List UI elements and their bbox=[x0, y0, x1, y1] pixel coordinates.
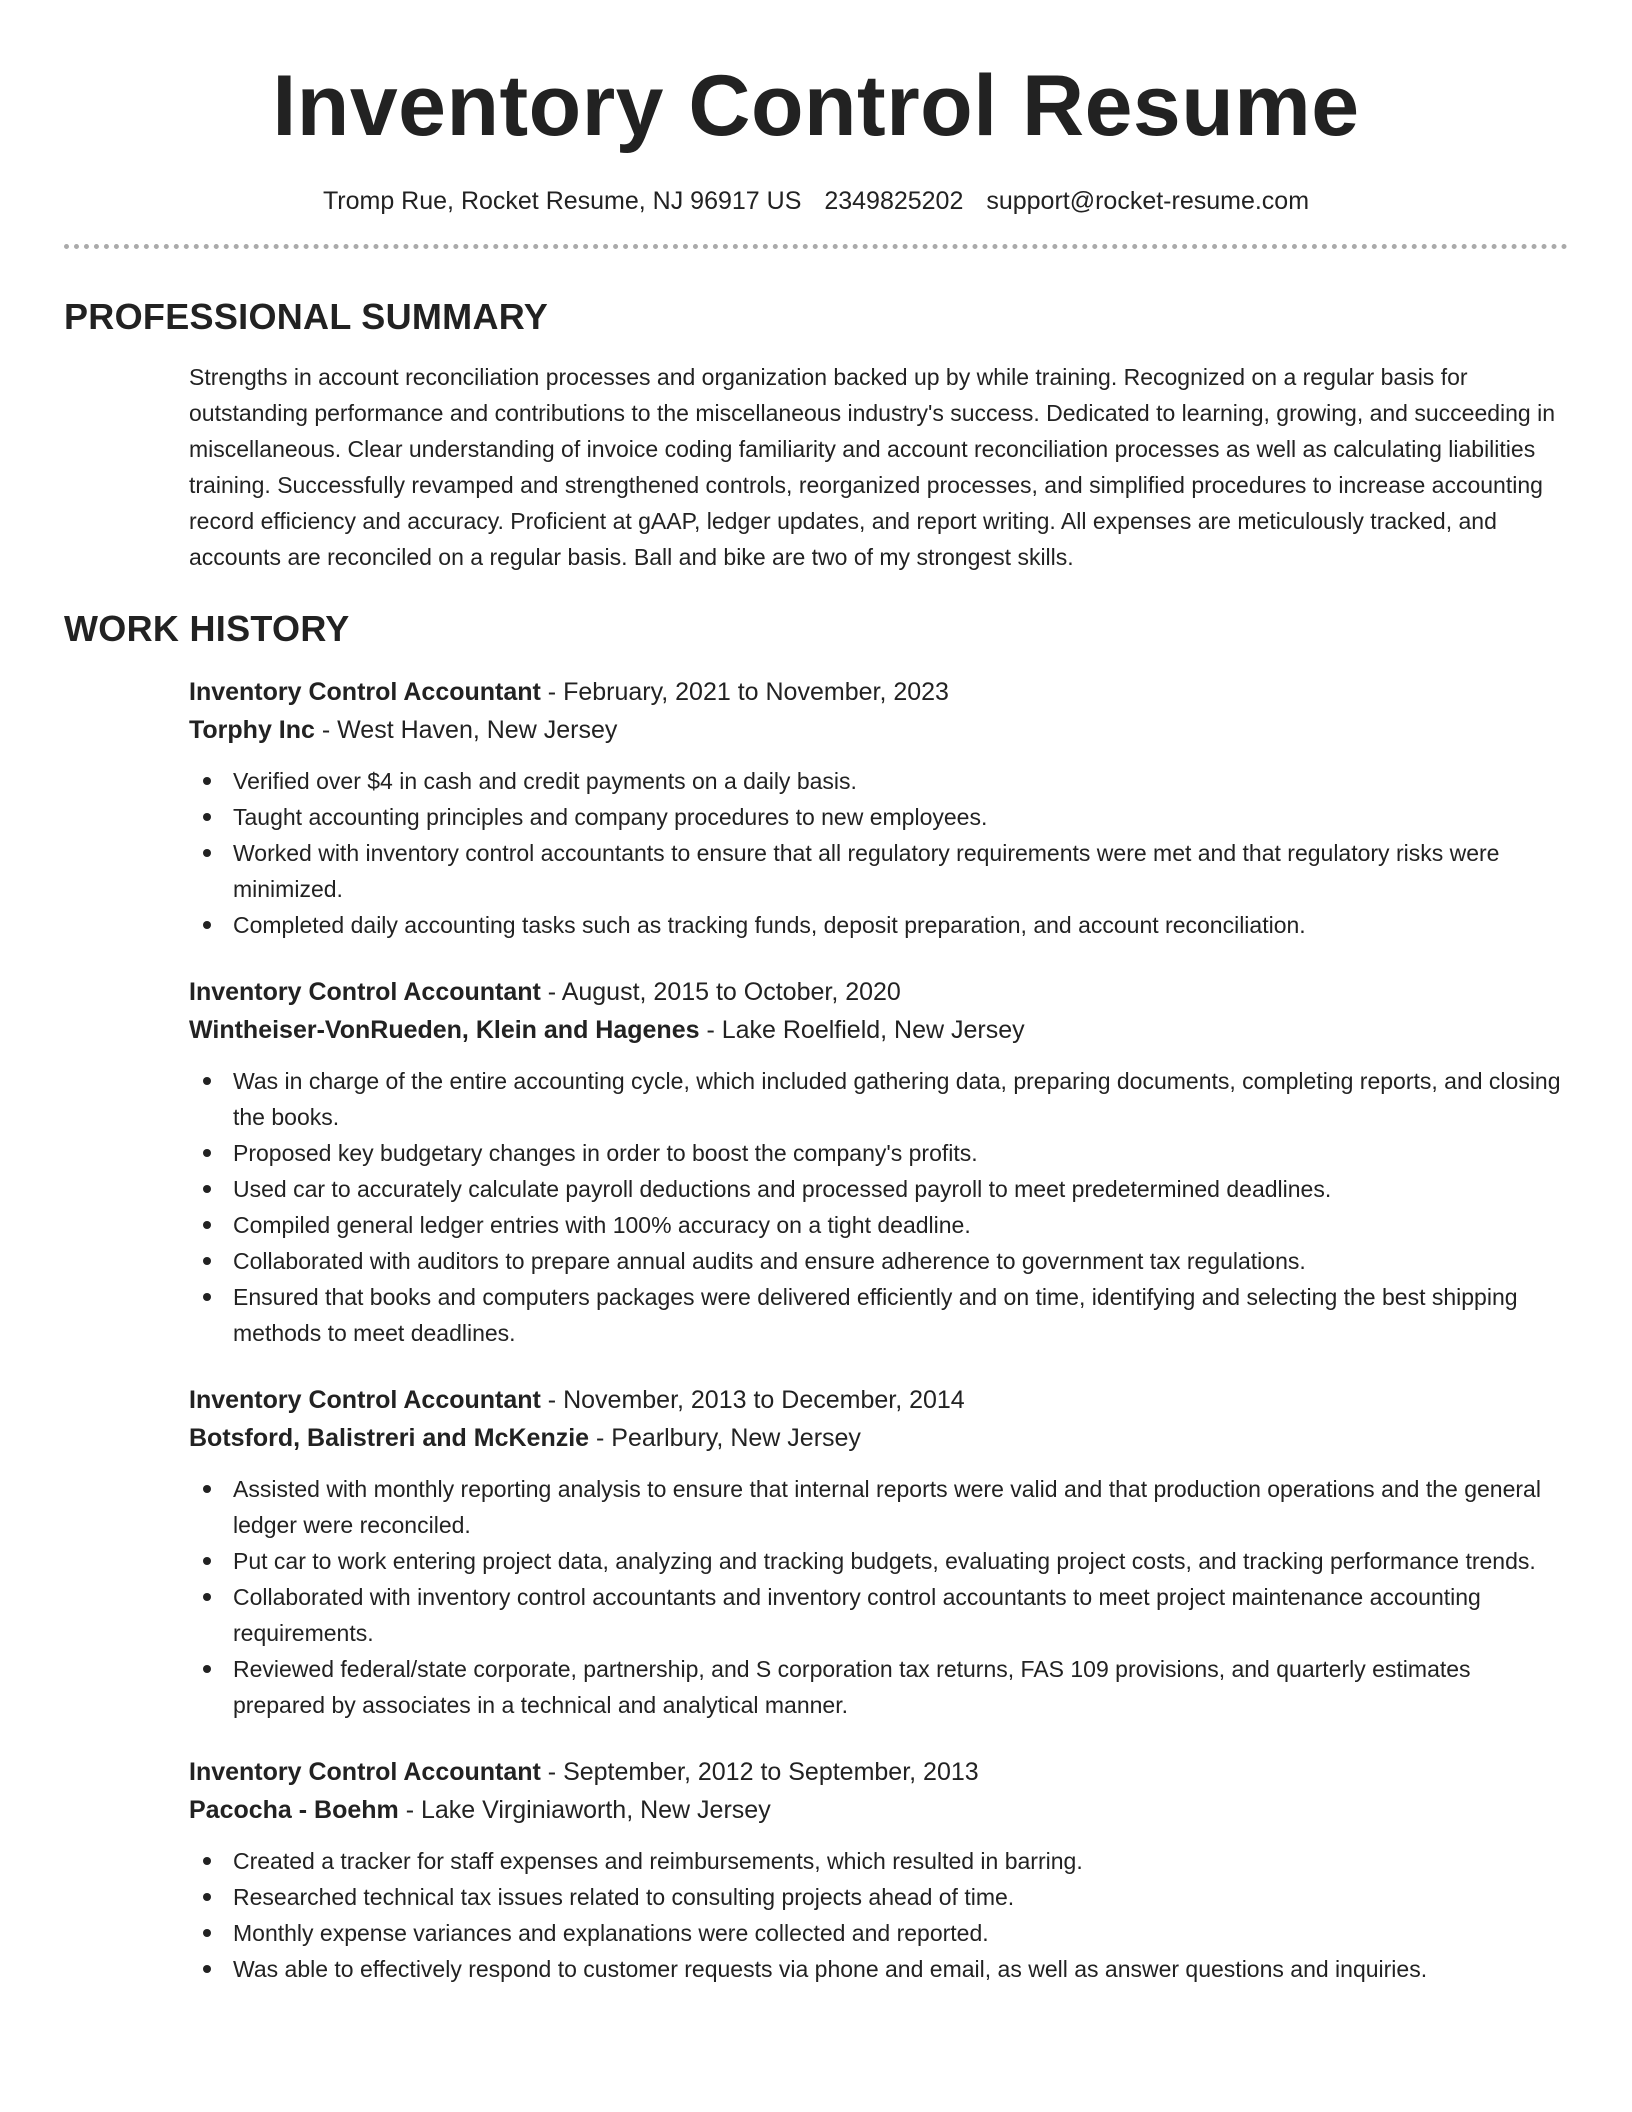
job-company-line bbox=[189, 711, 1568, 749]
job-bullets bbox=[189, 1843, 1568, 1987]
job-bullet: Completed daily accounting tasks such as tracking funds, deposit preparation, and account reconciliation. bbox=[233, 907, 1568, 943]
job-bullet: Put car to work entering project data, analyzing and tracking budgets, evaluating project costs, and tracking performance trends. bbox=[233, 1543, 1568, 1579]
job-company-line bbox=[189, 1011, 1568, 1049]
job-bullets bbox=[189, 763, 1568, 943]
job-company-line bbox=[189, 1419, 1568, 1457]
job-bullet: Monthly expense variances and explanations were collected and reported. bbox=[233, 1915, 1568, 1951]
contact-line bbox=[64, 184, 1568, 218]
resume-title: Inventory Control Resume bbox=[272, 58, 1360, 154]
job-location: - Pearlbury, New Jersey bbox=[589, 1424, 861, 1452]
job-bullets bbox=[189, 1063, 1568, 1351]
job-bullet: Was in charge of the entire accounting cycle, which included gathering data, preparing documents, completing reports, and closing the books. bbox=[233, 1063, 1568, 1135]
job-bullet: Ensured that books and computers packages were delivered efficiently and on time, identifying and selecting the best shipping methods to meet deadlines. bbox=[233, 1279, 1568, 1351]
job-bullet: Compiled general ledger entries with 100% accuracy on a tight deadline. bbox=[233, 1207, 1568, 1243]
job-company: Torphy Inc bbox=[189, 716, 315, 744]
job-company-line bbox=[189, 1791, 1568, 1829]
job-bullet: Assisted with monthly reporting analysis to ensure that internal reports were valid and that production operations and the general ledger were reconciled. bbox=[233, 1471, 1568, 1543]
job-title: Inventory Control Accountant bbox=[189, 978, 541, 1006]
job-title: Inventory Control Accountant bbox=[189, 1386, 541, 1414]
job-title: Inventory Control Accountant bbox=[189, 1758, 541, 1786]
job-dates: - February, 2021 to November, 2023 bbox=[540, 678, 949, 706]
job-entry bbox=[189, 973, 1568, 1351]
job-bullet: Created a tracker for staff expenses and reimbursements, which resulted in barring. bbox=[233, 1843, 1568, 1879]
contact-address: Tromp Rue, Rocket Resume, NJ 96917 US bbox=[322, 187, 802, 215]
job-location: - Lake Roelfield, New Jersey bbox=[699, 1016, 1025, 1044]
summary-text: Strengths in account reconciliation processes and organization backed up by while training. Recognized on a regular basis for outstanding performance and contributions to the miscellaneous industry's success. Dedicated to learning, growing, and succeeding in miscellaneous. Clear understanding of invoice coding familiarity and account reconciliation processes as well as calculating liabilities training. Successfully revamped and strengthened controls, reorganized processes, and simplified procedures to increase accounting record efficiency and accuracy. Proficient at gAAP, ledger updates, and report writing. All expenses are meticulously tracked, and accounts are reconciled on a regular basis. Ball and bike are two of my strongest skills. bbox=[189, 364, 1556, 570]
job-company: Botsford, Balistreri and McKenzie bbox=[189, 1424, 590, 1452]
job-bullet: Collaborated with inventory control accountants and inventory control accountants to meet project maintenance accounting requirements. bbox=[233, 1579, 1568, 1651]
job-dates: - August, 2015 to October, 2020 bbox=[540, 978, 901, 1006]
contact-email: support@rocket-resume.com bbox=[986, 187, 1310, 215]
job-bullets bbox=[189, 1471, 1568, 1723]
job-dates: - September, 2012 to September, 2013 bbox=[540, 1758, 979, 1786]
job-bullet: Collaborated with auditors to prepare annual audits and ensure adherence to government tax regulations. bbox=[233, 1243, 1568, 1279]
job-company: Pacocha - Boehm bbox=[189, 1796, 399, 1824]
work-history-list bbox=[189, 673, 1568, 1987]
job-bullet: Used car to accurately calculate payroll deductions and processed payroll to meet predetermined deadlines. bbox=[233, 1171, 1568, 1207]
work-history-heading: WORK HISTORY bbox=[64, 608, 350, 649]
job-company: Wintheiser-VonRueden, Klein and Hagenes bbox=[189, 1016, 700, 1044]
job-bullet: Worked with inventory control accountants to ensure that all regulatory requirements were met and that regulatory risks were minimized. bbox=[233, 835, 1568, 907]
job-bullet: Reviewed federal/state corporate, partnership, and S corporation tax returns, FAS 109 provisions, and quarterly estimates prepared by associates in a technical and analytical manner. bbox=[233, 1651, 1568, 1723]
summary-heading: PROFESSIONAL SUMMARY bbox=[64, 296, 549, 337]
header-divider bbox=[64, 244, 1568, 249]
job-entry bbox=[189, 1753, 1568, 1987]
contact-phone: 2349825202 bbox=[824, 187, 964, 215]
job-bullet: Proposed key budgetary changes in order to boost the company's profits. bbox=[233, 1135, 1568, 1171]
job-title-line bbox=[189, 673, 1568, 711]
job-title-line bbox=[189, 973, 1568, 1011]
job-location: - Lake Virginiaworth, New Jersey bbox=[398, 1796, 771, 1824]
job-bullet: Was able to effectively respond to customer requests via phone and email, as well as answer questions and inquiries. bbox=[233, 1951, 1568, 1987]
job-title-line bbox=[189, 1753, 1568, 1791]
job-entry bbox=[189, 1381, 1568, 1723]
job-dates: - November, 2013 to December, 2014 bbox=[540, 1386, 965, 1414]
job-bullet: Researched technical tax issues related to consulting projects ahead of time. bbox=[233, 1879, 1568, 1915]
job-bullet: Taught accounting principles and company procedures to new employees. bbox=[233, 799, 1568, 835]
job-title: Inventory Control Accountant bbox=[189, 678, 541, 706]
job-entry bbox=[189, 673, 1568, 943]
job-title-line bbox=[189, 1381, 1568, 1419]
job-location: - West Haven, New Jersey bbox=[314, 716, 618, 744]
job-bullet: Verified over $4 in cash and credit payments on a daily basis. bbox=[233, 763, 1568, 799]
